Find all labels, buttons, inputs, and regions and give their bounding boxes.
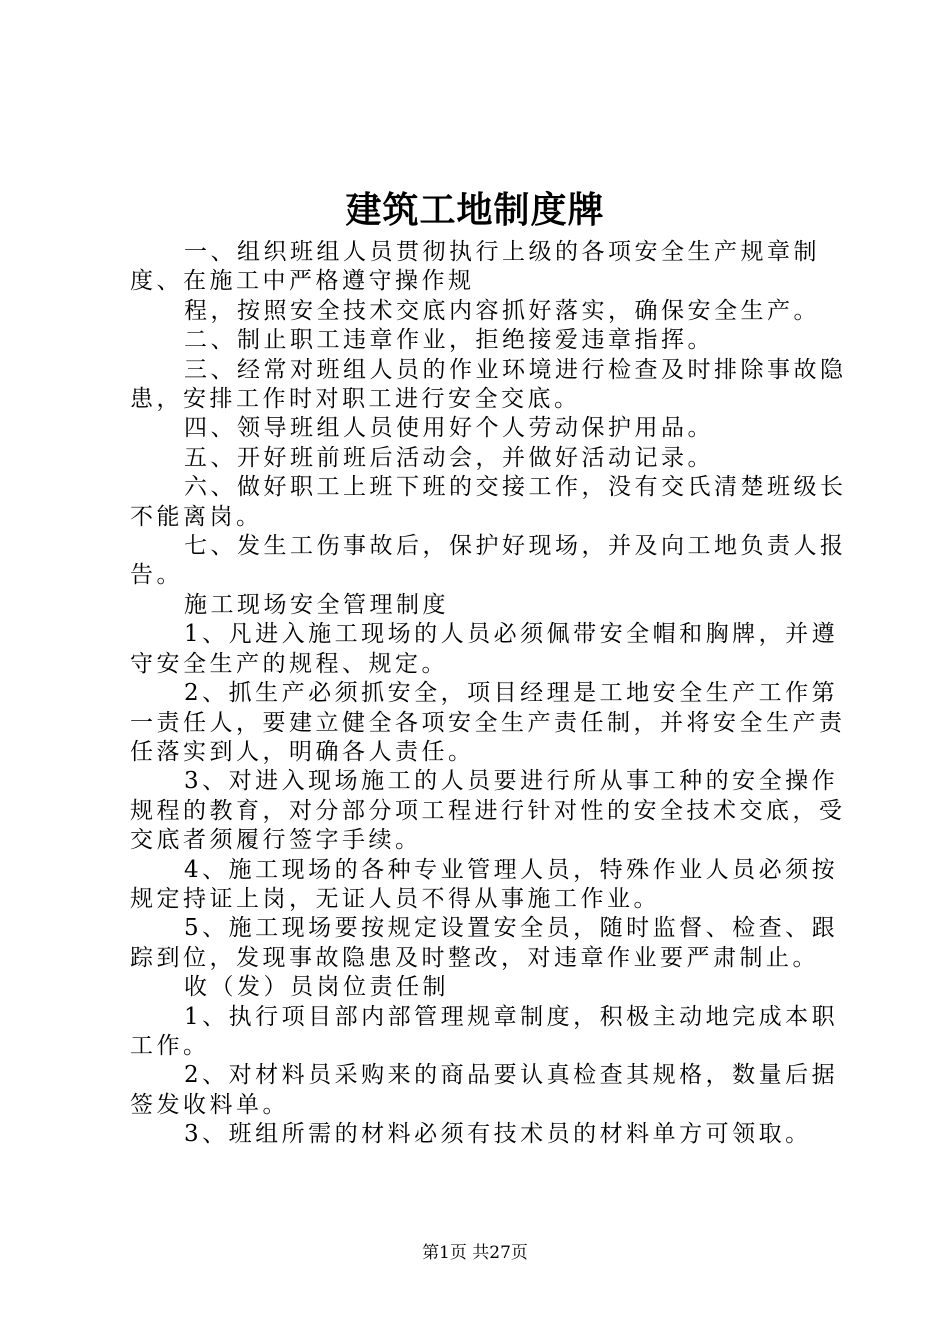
receiving-rule-2: 2、对材料员采购来的商品要认真检查其规格，数量后据签发收料单。 [130,1062,839,1118]
paragraph-1-continued: 程，按照安全技术交底内容抓好落实，确保安全生产。 [184,297,820,324]
paragraph-3: 三、经常对班组人员的作业环境进行检查及时排除事故隐患，安排工作时对职工进行安全交底。 [130,356,847,413]
safety-rule-1: 1、凡进入施工现场的人员必须佩带安全帽和胸牌，并遵守安全生产的规程、规定。 [130,621,839,677]
paragraph-7: 七、发生工伤事故后，保护好现场，并及向工地负责人报告。 [130,533,847,589]
receiving-rule-3: 3、班组所需的材料必须有技术员的材料单方可领取。 [184,1121,812,1148]
paragraph-4: 四、领导班组人员使用好个人劳动保护用品。 [184,415,714,442]
document-body [130,238,850,1150]
section-heading-site-safety: 施工现场安全管理制度 [184,591,449,618]
safety-rule-3: 3、对进入现场施工的人员要进行所从事工种的安全操作规程的教育，对分部分项工程进行针对性的安全技术交底，受交底者须履行签字手续。 [130,768,846,854]
safety-rule-2: 2、抓生产必须抓安全，项目经理是工地安全生产工作第一责任人，要建立健全各项安全生产责任制，并将安全生产责任落实到人，明确各人责任。 [130,680,846,765]
paragraph-1: 一、组织班组人员贯彻执行上级的各项安全生产规章制度、在施工中严格遵守操作规 [130,239,820,295]
paragraph-2: 二、制止职工违章作业，拒绝接爱违章指挥。 [184,327,714,354]
document-title: 建筑工地制度牌 [345,189,605,231]
paragraph-5: 五、开好班前班后活动会，并做好活动记录。 [184,444,714,471]
paragraph-6: 六、做好职工上班下班的交接工作，没有交氏清楚班级长不能离岗。 [130,474,847,530]
receiving-rule-1: 1、执行项目部内部管理规章制度，积极主动地完成本职工作。 [130,1003,839,1059]
page-number: 第1页 共27页 [422,1243,528,1263]
safety-rule-5: 5、施工现场要按规定设置安全员，随时监督、检查、跟踪到位，发现事故隐患及时整改，对违章作业要严肃制止。 [130,915,839,971]
safety-rule-4: 4、施工现场的各种专业管理人员，特殊作业人员必须按规定持证上岗，无证人员不得从事施工作业。 [130,856,839,912]
section-heading-receiving: 收（发）员岗位责任制 [184,974,449,1001]
